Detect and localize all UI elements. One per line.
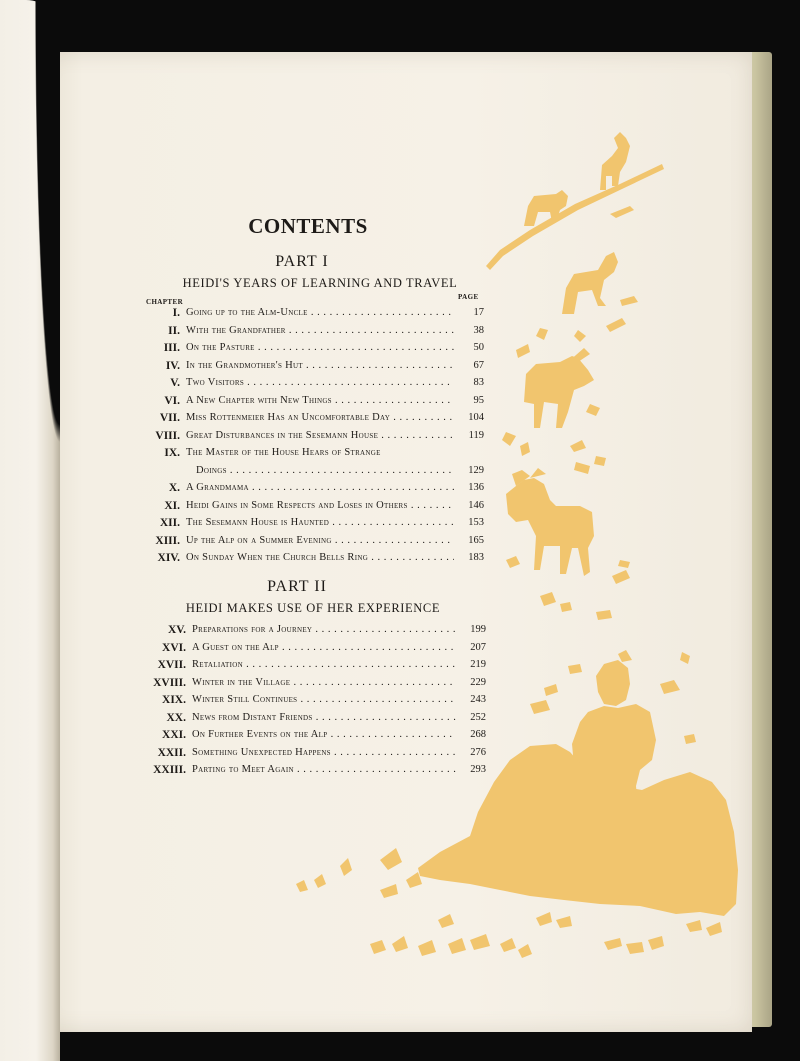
chapter-page-number: 276 bbox=[470, 746, 486, 758]
toc-entry bbox=[150, 745, 486, 761]
chapter-title: News from Distant Friends . . . bbox=[192, 710, 456, 726]
chapter-page-number: 17 bbox=[473, 307, 484, 318]
page-title: CONTENTS bbox=[248, 214, 368, 238]
chapter-column-label: CHAPTER bbox=[146, 298, 184, 306]
chapter-page-number: 38 bbox=[473, 324, 484, 336]
chapter-number: X. bbox=[168, 482, 180, 494]
chapter-number: III. bbox=[163, 342, 180, 354]
chapter-title: With the Grandfather . . . bbox=[186, 323, 454, 339]
chapter-page-number: 67 bbox=[473, 359, 484, 371]
chapter-title: Preparations for a Journey . . . bbox=[192, 622, 456, 638]
chapter-page-number: 243 bbox=[470, 694, 486, 705]
chapter-title: Great Disturbances in the Sesemann House . . . bbox=[186, 428, 454, 444]
toc-entry bbox=[144, 393, 484, 409]
chapter-number: VIII. bbox=[155, 429, 180, 442]
chapter-number: IX. bbox=[164, 447, 180, 459]
chapter-title: A Guest on the Alp . . . bbox=[192, 640, 456, 656]
chapter-page-number: 95 bbox=[473, 394, 484, 406]
toc-entry bbox=[144, 428, 484, 444]
chapter-page-number: 268 bbox=[470, 729, 486, 740]
toc-entry bbox=[144, 410, 484, 426]
chapter-title: On the Pasture . . . bbox=[186, 340, 454, 356]
toc-entry bbox=[144, 323, 484, 339]
chapter-number: XVII. bbox=[157, 659, 186, 671]
chapter-page-number: 146 bbox=[468, 499, 484, 511]
chapter-number: IV. bbox=[165, 359, 180, 372]
chapter-page-number: 119 bbox=[468, 429, 484, 441]
chapter-page-number: 219 bbox=[470, 659, 486, 670]
chapter-page-number: 183 bbox=[468, 552, 484, 563]
chapter-number: V. bbox=[170, 377, 180, 389]
chapter-page-number: 165 bbox=[468, 534, 484, 546]
chapter-page-number: 50 bbox=[473, 342, 484, 353]
chapter-number: XIII. bbox=[155, 534, 180, 547]
chapter-page-number: 207 bbox=[470, 641, 486, 653]
toc-entry bbox=[150, 710, 486, 726]
toc-entry bbox=[150, 692, 486, 708]
toc-entry bbox=[150, 640, 486, 656]
chapter-number: XXIII. bbox=[153, 764, 186, 776]
part-heading: PART I bbox=[275, 253, 329, 270]
chapter-title: Miss Rottenmeier Has an Uncomfortable Day . . . bbox=[186, 410, 454, 426]
chapter-number: VII. bbox=[159, 412, 180, 424]
chapter-number: XV. bbox=[167, 624, 186, 636]
toc-entry bbox=[144, 445, 484, 461]
chapter-title: Something Unexpected Happens . . . bbox=[192, 745, 456, 761]
chapter-title: In the Grandmother's Hut . . . bbox=[186, 358, 454, 374]
chapter-page-number: 293 bbox=[470, 764, 486, 775]
toc-entry bbox=[150, 727, 486, 743]
chapter-number: XIV. bbox=[157, 552, 180, 564]
page-column-label: PAGE bbox=[458, 293, 479, 301]
toc-entry bbox=[144, 498, 484, 514]
chapter-number: XXI. bbox=[162, 729, 186, 741]
toc-entry bbox=[144, 358, 484, 374]
part-subtitle: HEIDI MAKES USE OF HER EXPERIENCE bbox=[185, 601, 441, 615]
chapter-number: XX. bbox=[166, 711, 186, 724]
chapter-title: A New Chapter with New Things . . . bbox=[186, 393, 454, 409]
chapter-title: The Master of the House Hears of Strange bbox=[186, 447, 381, 458]
part-subtitle: HEIDI'S YEARS OF LEARNING AND TRAVEL bbox=[182, 276, 458, 290]
chapter-number: VI. bbox=[164, 394, 180, 407]
chapter-page-number: 83 bbox=[473, 377, 484, 388]
chapter-number: XII. bbox=[159, 517, 180, 529]
chapter-title: On Further Events on the Alp . . . bbox=[192, 727, 456, 743]
toc-entry bbox=[144, 550, 484, 566]
chapter-page-number: 129 bbox=[468, 464, 484, 476]
chapter-page-number: 199 bbox=[470, 624, 486, 635]
chapter-page-number: 153 bbox=[468, 517, 484, 528]
part-heading: PART II bbox=[267, 578, 327, 595]
chapter-number: II. bbox=[168, 324, 180, 337]
chapter-number: I. bbox=[172, 307, 180, 319]
chapter-title: On Sunday When the Church Bells Ring . . . bbox=[186, 550, 454, 566]
toc-entry bbox=[150, 762, 486, 778]
chapter-title: Parting to Meet Again . . . bbox=[192, 762, 456, 778]
chapter-title: Winter Still Continues . . . bbox=[192, 692, 456, 708]
chapter-title: Heidi Gains in Some Respects and Loses in Others . . . bbox=[186, 498, 454, 514]
toc-entry bbox=[144, 340, 484, 356]
chapter-number: XVI. bbox=[162, 641, 186, 654]
toc-entry bbox=[144, 480, 484, 496]
chapter-page-number: 136 bbox=[468, 482, 484, 493]
toc-entry-continued bbox=[144, 463, 484, 479]
chapter-title-continued: Doings . . . bbox=[196, 463, 454, 479]
chapter-page-number: 252 bbox=[470, 711, 486, 723]
chapter-title: Retaliation . . . bbox=[192, 657, 456, 673]
chapter-title: Going up to the Alm-Uncle . . . bbox=[186, 305, 454, 321]
toc-entry bbox=[150, 675, 486, 691]
toc-entry bbox=[144, 533, 484, 549]
toc-entry bbox=[144, 305, 484, 321]
chapter-number: XIX. bbox=[162, 694, 186, 706]
toc-entry bbox=[150, 657, 486, 673]
chapter-number: XI. bbox=[164, 499, 180, 512]
chapter-title: Up the Alp on a Summer Evening . . . bbox=[186, 533, 454, 549]
chapter-page-number: 104 bbox=[468, 412, 484, 423]
toc-entry bbox=[150, 622, 486, 638]
chapter-title: The Sesemann House is Haunted . . . bbox=[186, 515, 454, 531]
chapter-title: A Grandmama . . . bbox=[186, 480, 454, 496]
chapter-title: Two Visitors . . . bbox=[186, 375, 454, 391]
chapter-page-number: 229 bbox=[470, 676, 486, 688]
toc-entry bbox=[144, 515, 484, 531]
chapter-number: XXII. bbox=[157, 746, 186, 759]
toc-entry bbox=[144, 375, 484, 391]
chapter-number: XVIII. bbox=[153, 676, 186, 689]
chapter-title: Winter in the Village . . . bbox=[192, 675, 456, 691]
